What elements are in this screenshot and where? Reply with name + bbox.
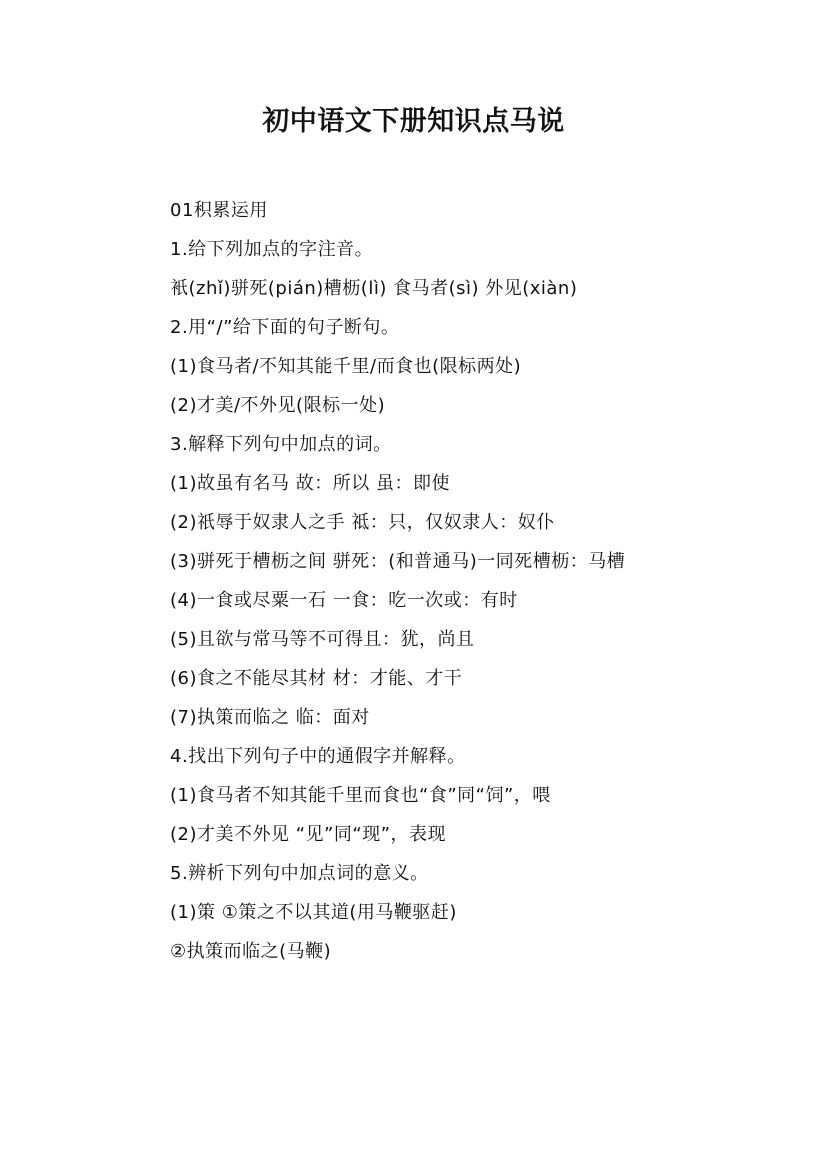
paragraph-line: ②执策而临之(马鞭) [170,941,332,962]
question-heading: 1.给下列加点的字注音。 [170,239,374,260]
paragraph-line: (1)策 ①策之不以其道(用马鞭驱赶) [170,902,457,923]
paragraph-line: (7)执策而临之 临：面对 [170,707,370,728]
paragraph-line: (2)祇辱于奴隶人之手 祗：只，仅奴隶人：奴仆 [170,512,555,533]
paragraph-line: (4)一食或尽粟一石 一食：吃一次或：有时 [170,590,518,611]
paragraph-line: (3)骈死于槽枥之间 骈死：(和普通马)一同死槽枥：马槽 [170,551,626,572]
document-body [128,191,708,971]
paragraph-line: (2)才美/不外见(限标一处) [170,395,386,416]
question-heading: 3.解释下列句中加点的词。 [170,434,392,455]
section-heading: 01积累运用 [170,200,268,221]
paragraph-line: (1)故虽有名马 故：所以 虽：即使 [170,473,450,494]
paragraph-line: (5)且欲与常马等不可得且：犹，尚且 [170,629,475,650]
paragraph-line: (6)食之不能尽其材 材：才能、才干 [170,668,463,689]
page-title: 初中语文下册知识点马说 [262,106,565,137]
paragraph-line: (1)食马者不知其能千里而食也“食”同“饲”，喂 [170,785,551,806]
question-heading: 2.用“/”给下面的句子断句。 [170,317,400,338]
paragraph-line: (1)食马者/不知其能千里/而食也(限标两处) [170,356,522,377]
question-heading: 5.辨析下列句中加点词的意义。 [170,863,429,884]
paragraph-line: (2)才美不外见 “见”同“现”，表现 [170,824,447,845]
paragraph-line: 衹(zhǐ)骈死(pián)槽枥(lì) 食马者(sì) 外见(xiàn) [170,278,578,299]
question-heading: 4.找出下列句子中的通假字并解释。 [170,746,466,767]
